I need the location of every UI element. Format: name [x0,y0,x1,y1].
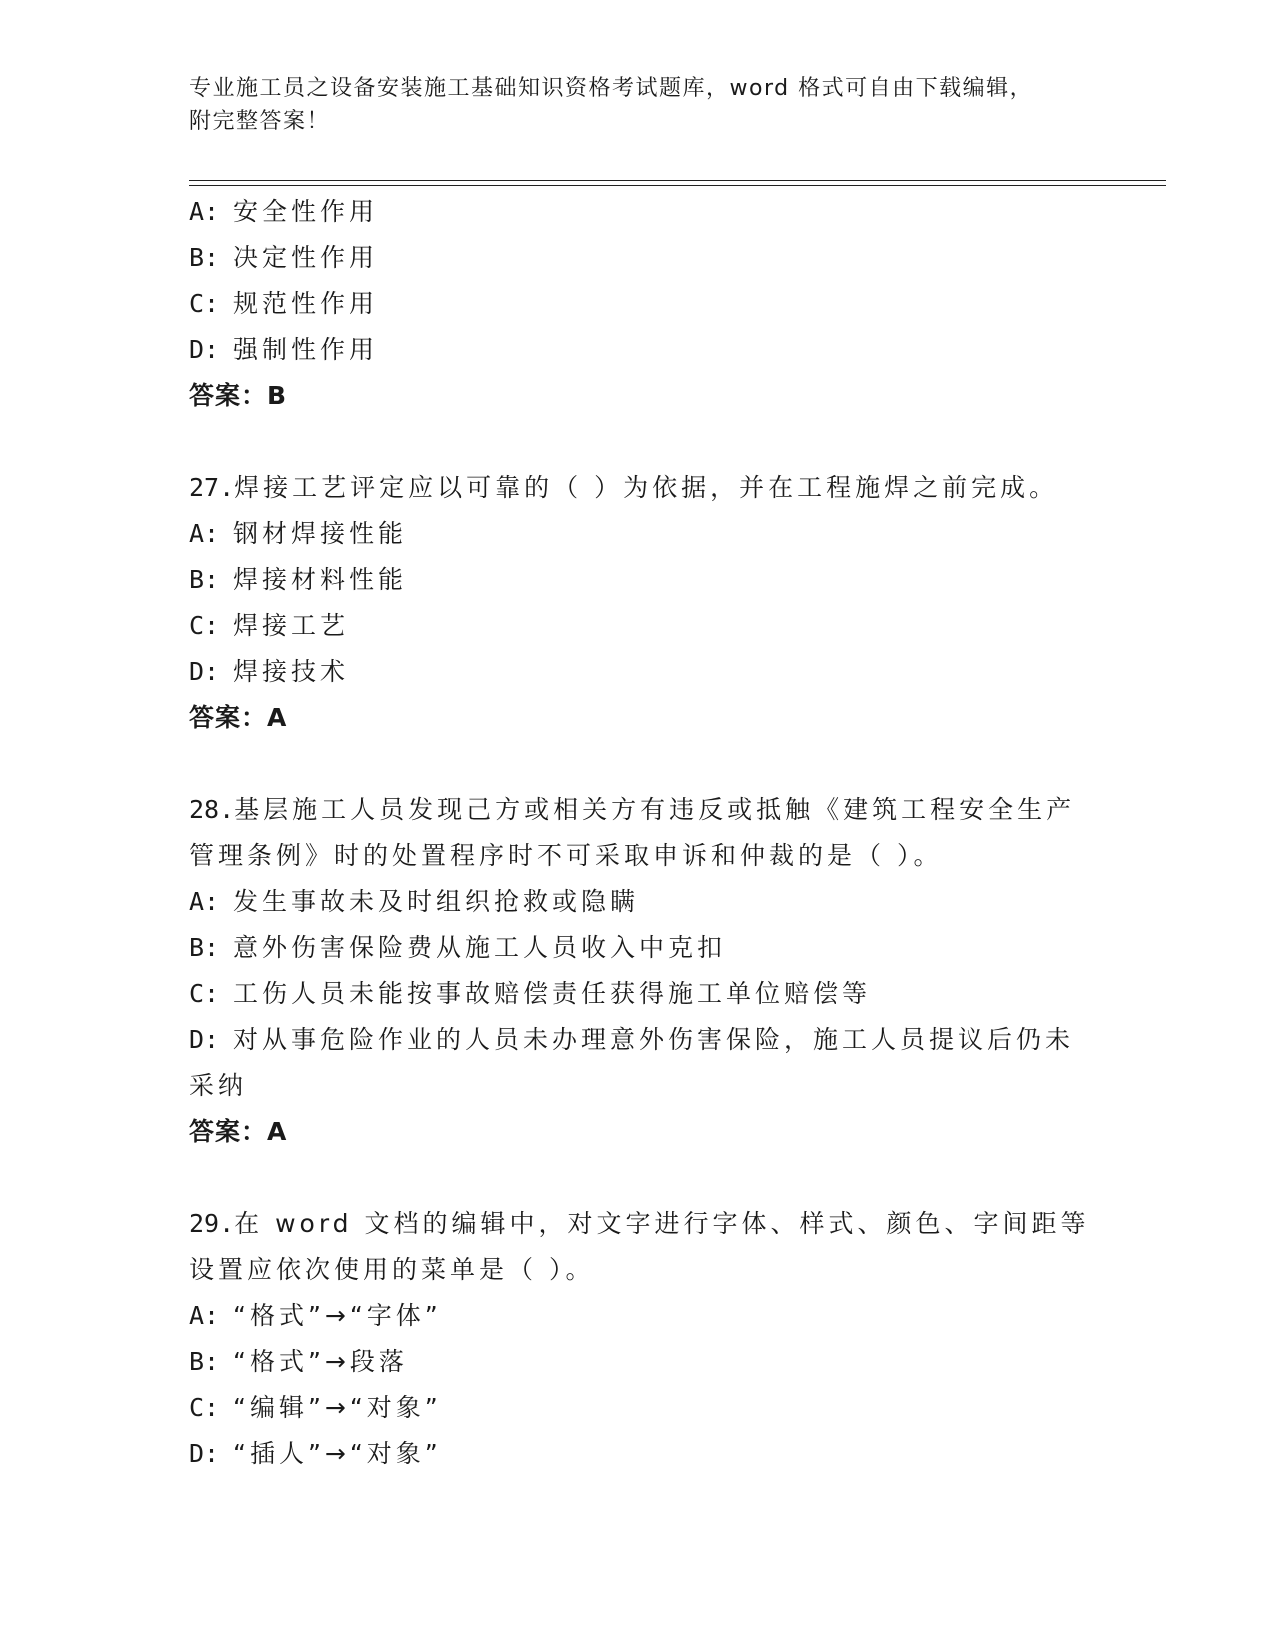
option-text: 焊接材料性能 [233,565,408,594]
option-c [189,1385,1089,1431]
answer: 答案：B [189,381,288,410]
option-c [189,281,1089,327]
option-text: “格式”→“字体” [233,1301,442,1330]
option-a [189,1293,1089,1339]
option-text: 对从事危险作业的人员未办理意外伤害保险，施工人员提议后仍未 [233,1025,1075,1054]
question-stem-cont: 管理条例》时的处置程序时不可采取申诉和仲裁的是（ ）。 [189,841,943,870]
option-b [189,557,1089,603]
question-number: 28. [189,795,235,824]
question-stem [189,465,1089,511]
option-label: B: [189,243,220,272]
option-text: “编辑”→“对象” [233,1393,442,1422]
option-d [189,1017,1089,1063]
option-text: 钢材焊接性能 [233,519,408,548]
option-label: A: [189,1301,220,1330]
spacer [189,1155,1089,1201]
option-text: 安全性作用 [233,197,379,226]
option-label: B: [189,933,220,962]
option-text: 发生事故未及时组织抢救或隐瞒 [233,887,640,916]
spacer [189,741,1089,787]
answer: 答案：A [189,1117,288,1146]
option-label: A: [189,197,220,226]
question-stem [189,1201,1089,1247]
option-label: D: [189,335,220,364]
option-c [189,971,1089,1017]
option-a [189,879,1089,925]
option-label: B: [189,565,220,594]
option-a [189,189,1089,235]
option-label: C: [189,611,220,640]
question-stem-cont: 设置应依次使用的菜单是（ ）。 [189,1255,595,1284]
option-label: D: [189,657,220,686]
question-stem [189,787,1089,833]
option-d [189,1431,1089,1477]
question-content [189,189,1089,1477]
question-26 [189,189,1089,419]
option-label: D: [189,1439,220,1468]
option-d [189,327,1089,373]
question-27 [189,465,1089,741]
option-b [189,235,1089,281]
question-text: 在 word 文档的编辑中，对文字进行字体、样式、颜色、字间距等 [234,1209,1090,1238]
spacer [189,419,1089,465]
option-label: C: [189,1393,220,1422]
header-line-2: 附完整答案！ [189,109,331,134]
question-29 [189,1201,1089,1477]
option-text: 决定性作用 [233,243,379,272]
option-text: 焊接技术 [233,657,350,686]
header-divider-bottom [189,185,1166,186]
option-label: C: [189,979,220,1008]
option-text: 规范性作用 [233,289,379,318]
option-b [189,1339,1089,1385]
header-divider-top [189,180,1166,181]
option-text: “格式”→段落 [233,1347,408,1376]
option-text: 焊接工艺 [233,611,350,640]
question-text: 焊接工艺评定应以可靠的（ ）为依据，并在工程施焊之前完成。 [234,473,1059,502]
question-number: 27. [189,473,235,502]
option-label: B: [189,1347,220,1376]
question-number: 29. [189,1209,235,1238]
answer: 答案：A [189,703,288,732]
option-text: 意外伤害保险费从施工人员收入中克扣 [233,933,727,962]
option-label: C: [189,289,220,318]
option-text: 强制性作用 [233,335,379,364]
option-c [189,603,1089,649]
question-28 [189,787,1089,1155]
option-label: A: [189,519,220,548]
option-d [189,649,1089,695]
option-b [189,925,1089,971]
option-d-cont: 采纳 [189,1071,248,1100]
document-header [189,72,1089,138]
header-line-1: 专业施工员之设备安装施工基础知识资格考试题库，word 格式可自由下载编辑， [189,76,1034,101]
question-text: 基层施工人员发现己方或相关方有违反或抵触《建筑工程安全生产 [234,795,1076,824]
option-a [189,511,1089,557]
option-text: “插人”→“对象” [233,1439,442,1468]
option-label: D: [189,1025,220,1054]
option-text: 工伤人员未能按事故赔偿责任获得施工单位赔偿等 [233,979,872,1008]
option-label: A: [189,887,220,916]
